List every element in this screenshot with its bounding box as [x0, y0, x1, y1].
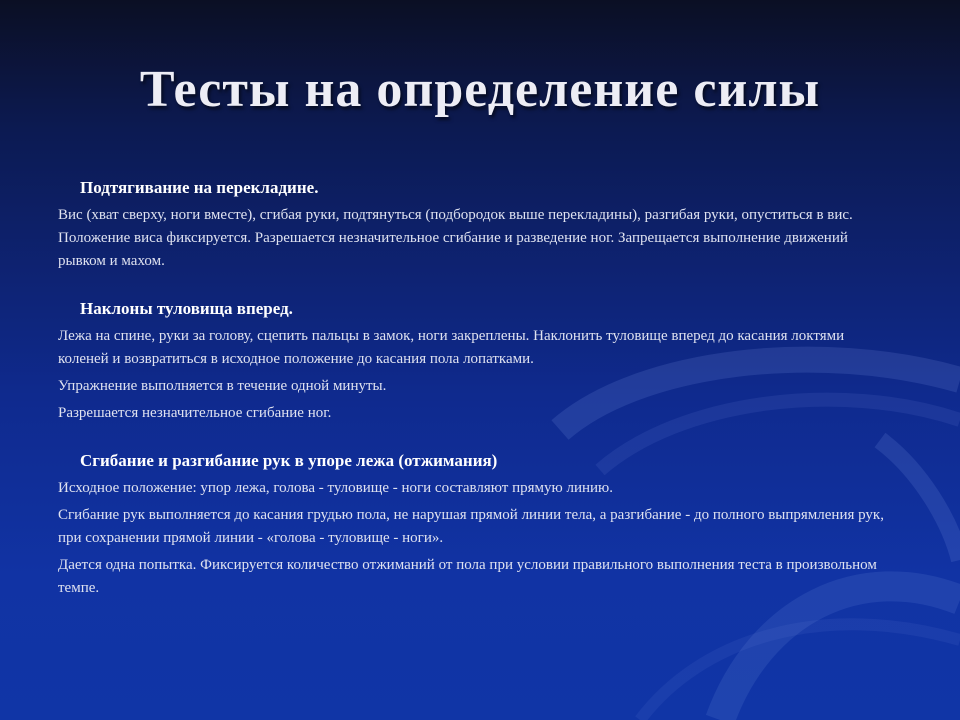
section-paragraph: Разрешается незначительное сгибание ног.	[58, 405, 332, 421]
section-heading: Сгибание и разгибание рук в упоре лежа (отжимания)	[80, 451, 498, 470]
section-paragraph: Сгибание рук выполняется до касания грудью пола, не нарушая прямой линии тела, а разгибание - до полного выпрямления рук, при сохранении прямой линии - «голова - туловище - ноги».	[58, 507, 884, 546]
section-heading: Подтягивание на перекладине.	[80, 178, 319, 197]
section-paragraph: Упражнение выполняется в течение одной минуты.	[58, 378, 387, 394]
section-sit-ups	[58, 299, 898, 425]
section-paragraph: Лежа на спине, руки за голову, сцепить пальцы в замок, ноги закреплены. Наклонить туловище вперед до касания локтями коленей и возвратиться в исходное положение до касания пола лопатками.	[58, 328, 845, 367]
section-paragraph: Вис (хват сверху, ноги вместе), сгибая руки, подтянуться (подбородок выше перекладины), разгибая руки, опуститься в вис. Положение виса фиксируется. Разрешается незначительное сгибание и разведение ног. Запрещается выполнение движений рывком и махом.	[58, 207, 853, 269]
slide-title: Тесты на определение силы	[139, 61, 821, 118]
section-pull-ups	[58, 178, 898, 273]
section-paragraph: Дается одна попытка. Фиксируется количество отжиманий от пола при условии правильного выполнения теста в произвольном темпе.	[58, 557, 877, 596]
section-heading: Наклоны туловища вперед.	[80, 299, 293, 318]
section-paragraph: Исходное положение: упор лежа, голова - туловище - ноги составляют прямую линию.	[58, 480, 613, 496]
section-push-ups	[58, 451, 898, 600]
slide-content	[58, 178, 898, 604]
